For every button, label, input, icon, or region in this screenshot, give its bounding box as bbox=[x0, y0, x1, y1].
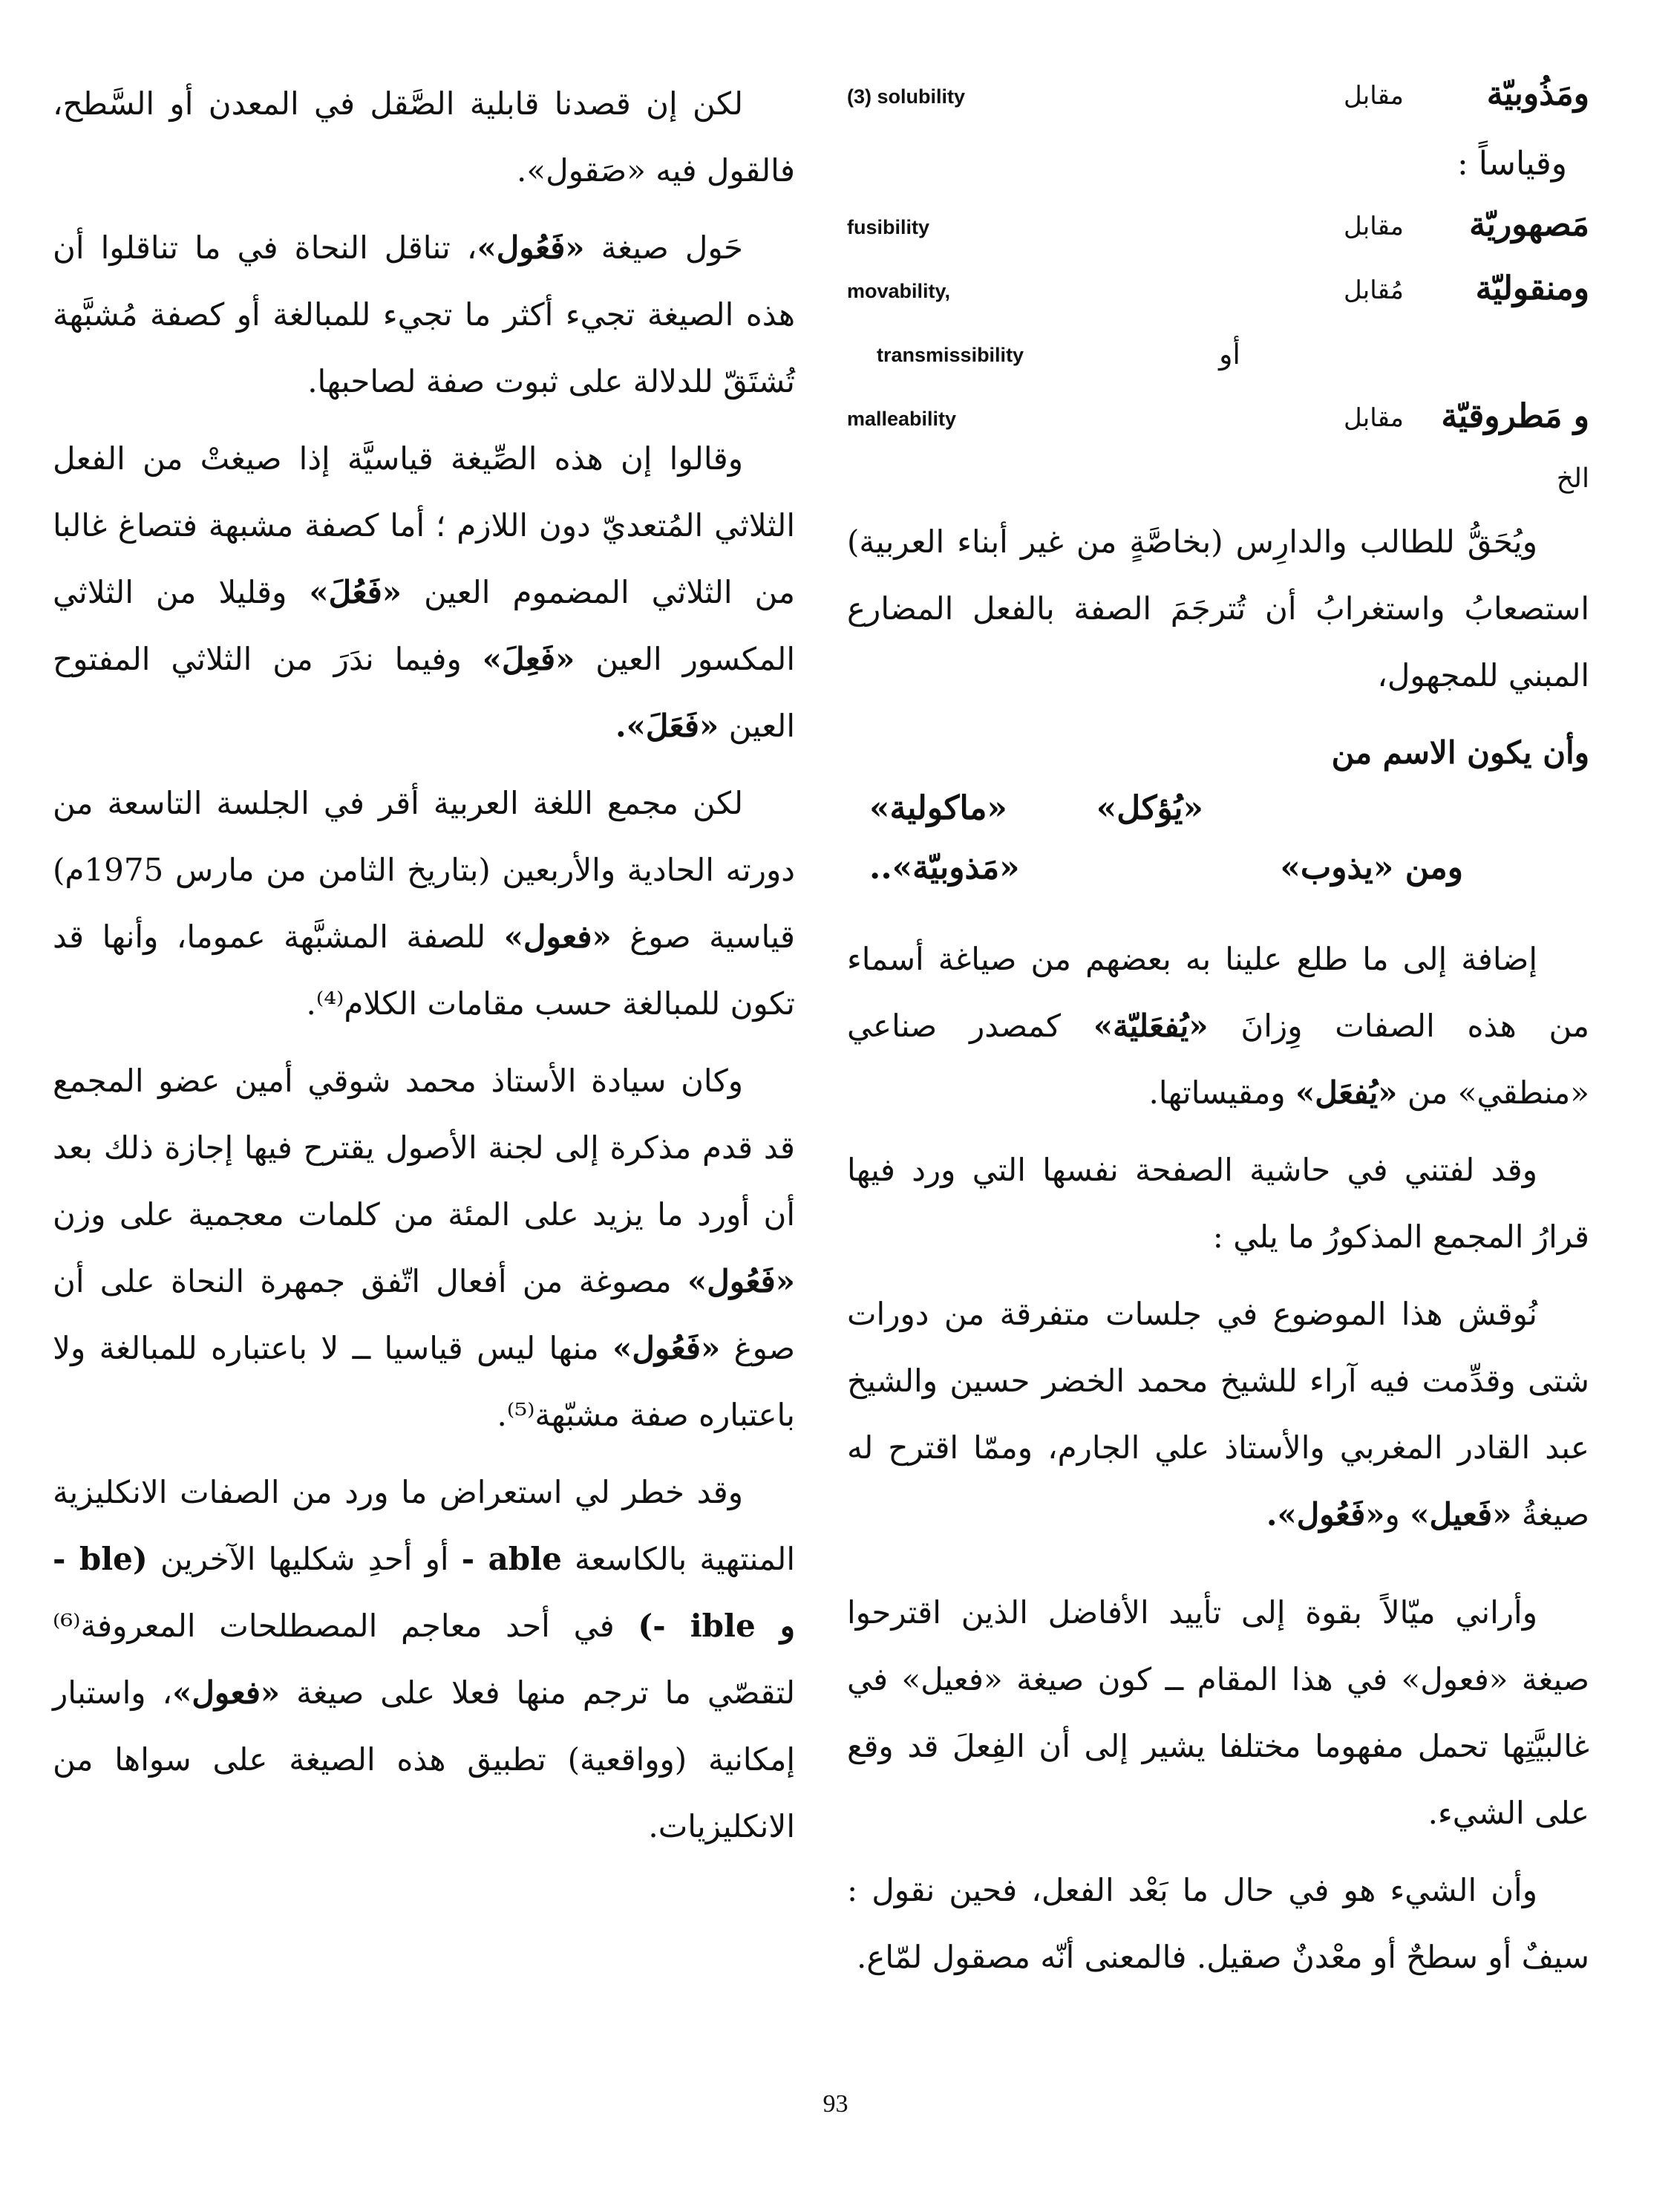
term-row bbox=[847, 265, 1589, 329]
paragraph: وكان سيادة الأستاذ محمد شوقي أمين عضو المجمع قد قدم مذكرة إلى لجنة الأصول يقترح فيها إجازة ذلك بعد أن أورد ما يزيد على المئة من كلمات معجمية على وزن «فَعُول» مصوغة من أفعال اتّفق جمهرة النحاة على أن صوغ «فَعُول» منها ليس قياسيا ــ لا باعتباره للمبالغة ولا باعتباره صفة مشبّهة⁽⁵⁾. bbox=[53, 1063, 795, 1433]
paragraph: إضافة إلى ما طلع علينا به بعضهم من صياغة أسماء من هذه الصفات وِزانَ «يُفعَليّة» كمصدر صناعي «منطقي» من «يُفعَل» ومقيساتها. bbox=[847, 941, 1589, 1111]
paragraph: لكن مجمع اللغة العربية أقر في الجلسة التاسعة من دورته الحادية والأربعين (بتاريخ الثامن من مارس 1975م) قياسية صوغ «فعول» للصفة المشبَّهة عموما، وأنها قد تكون للمبالغة حسب مقامات الكلام⁽⁴⁾. bbox=[53, 785, 795, 1022]
example-ar: «يُؤكل» bbox=[1096, 789, 1203, 827]
left-column bbox=[53, 71, 795, 1870]
term-row bbox=[847, 329, 1589, 393]
example-row bbox=[847, 846, 1589, 905]
term-english: transmissibility bbox=[877, 344, 1024, 366]
paragraph: وقالوا إن هذه الصِّيغة قياسيَّة إذا صيغتْ من الفعل الثلاثي المُتعديّ دون اللازم ؛ أما كصفة مشبهة فتصاغ غالبا من الثلاثي المضموم العين «فَعُلَ» وقليلا من الثلاثي المكسور العين «فَعِلَ» وفيما ندَرَ من الثلاثي المفتوح العين «فَعَلَ». bbox=[53, 440, 795, 744]
term-arabic: و مَطروقيّة bbox=[1441, 397, 1589, 435]
term-row bbox=[847, 393, 1589, 457]
term-muqabil: مقابل bbox=[1344, 403, 1404, 433]
term-muqabil: مقابل bbox=[1344, 81, 1404, 111]
paragraph: لكن إن قصدنا قابلية الصَّقل في المعدن أو السَّطح، فالقول فيه «صَقول». bbox=[53, 85, 795, 189]
term-english: movability, bbox=[847, 280, 951, 302]
term-muqabil: مُقابل bbox=[1344, 275, 1404, 305]
term-or: أو bbox=[1219, 338, 1240, 371]
paragraph: وأن يكون الاسم من bbox=[1331, 734, 1589, 771]
term-muqabil: مقابل bbox=[1344, 212, 1404, 241]
subheading: وقياساً : bbox=[1456, 145, 1567, 183]
paragraph: وأراني ميّالاً بقوة إلى تأييد الأفاضل الذين اقترحوا صيغة «فعول» في هذا المقام ــ كون صيغة «فعيل» في غالبيَّتِها تحمل مفهوما مختلفا يشير إلى أن الفِعلَ قد وقع على الشيء. bbox=[847, 1594, 1590, 1831]
paragraph: حَول صيغة «فَعُول»، تناقل النحاة في ما تناقلوا أن هذه الصيغة تجيء أكثر ما تجيء للمبالغة أو كصفة مُشبَّهة تُشتَقّ للدلالة على ثبوت صفة لصاحبها. bbox=[53, 229, 795, 399]
paragraph: وقد لفتني في حاشية الصفحة نفسها التي ورد فيها قرارُ المجمع المذكورُ ما يلي : bbox=[847, 1152, 1589, 1255]
page-number: 93 bbox=[823, 2090, 848, 2118]
term-english: (3) solubility bbox=[847, 85, 966, 108]
term-arabic: مَصهوريّة bbox=[1469, 206, 1589, 244]
term-english: malleability bbox=[847, 408, 957, 430]
term-row bbox=[847, 201, 1589, 265]
term-english: fusibility bbox=[847, 216, 930, 238]
example-ar: «ماكولية» bbox=[869, 789, 1007, 827]
paragraph: وقد خطر لي استعراض ما ورد من الصفات الانكليزية المنتهية بالكاسعة able - أو أحدِ شكليها الآخرين (ble - و ible -) في أحد معاجم المصطلحات المعروفة⁽⁶⁾ لتقصّي ما ترجم منها فعلا على صيغة «فعول»، واستبار إمكانية (وواقعية) تطبيق هذه الصيغة على سواها من الانكليزيات. bbox=[53, 1474, 796, 1844]
term-arabic: ومَذُوبيّة bbox=[1486, 75, 1589, 113]
paragraph: نُوقش هذا الموضوع في جلسات متفرقة من دورات شتى وقدِّمت فيه آراء للشيخ محمد الخضر حسين والشيخ عبد القادر المغربي والأستاذ علي الجارم، وممّا اقترح له صيغةُ «فَعيل» و«فَعُول». bbox=[847, 1296, 1589, 1533]
example-ar: ومن «يذوب» bbox=[1280, 849, 1463, 887]
right-column bbox=[847, 71, 1589, 2001]
example-row bbox=[847, 786, 1589, 846]
term-arabic: ومنقوليّة bbox=[1475, 270, 1589, 307]
etc-mark: الخ bbox=[1556, 463, 1589, 494]
paragraph: وأن الشيء هو في حال ما بَعْد الفعل، فحين نقول : سيفٌ أو سطحٌ أو معْدنٌ صقيل. فالمعنى أنّه مصقول لمّاع. bbox=[847, 1872, 1589, 1975]
paragraph: ويُحَقُّ للطالب والدارِس (بخاصَّةٍ من غير أبناء العربية) استصعابُ واستغرابُ أن تُترجَمَ الصفة بالفعل المضارع المبني للمجهول، bbox=[847, 523, 1589, 694]
term-row bbox=[847, 71, 1589, 134]
example-ar: «مَذوبيّة».. bbox=[869, 849, 1020, 887]
